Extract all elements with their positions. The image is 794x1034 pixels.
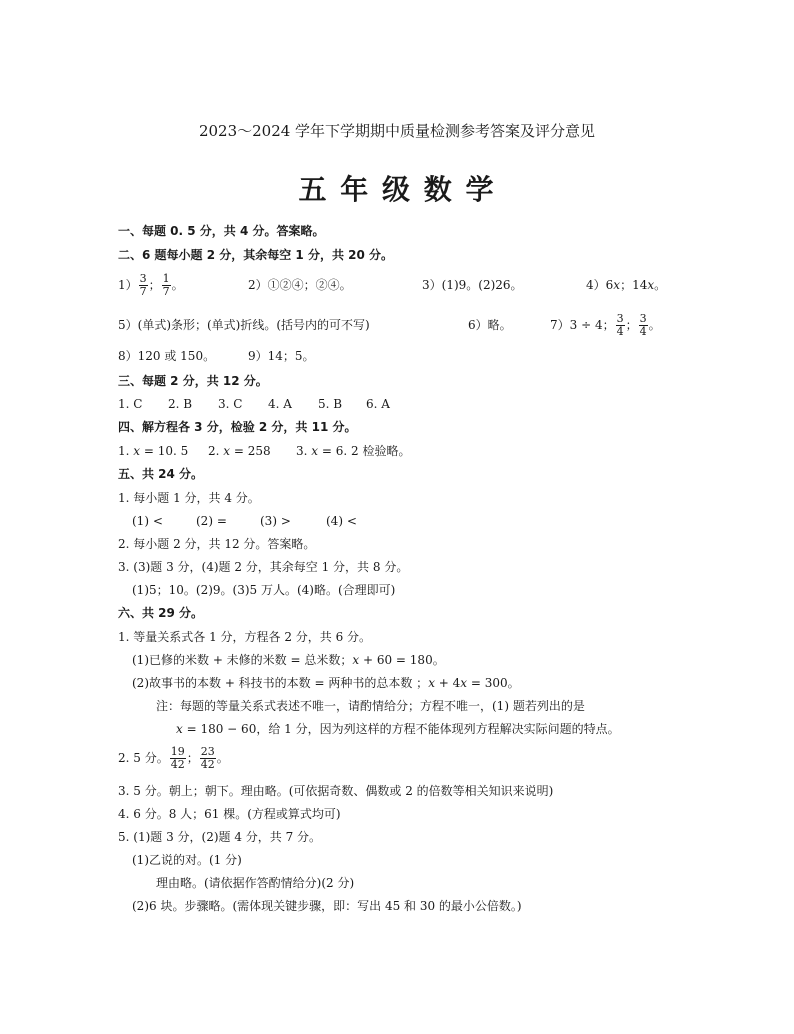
section-6-heading: 六、共 29 分。 — [118, 606, 204, 620]
section-2-heading: 二、6 题每小题 2 分，其余每空 1 分，共 20 分。 — [118, 248, 393, 262]
text: (1)已修的米数 + 未修的米数 = 总米数； — [132, 653, 353, 667]
value: = 10. 5 — [140, 444, 189, 458]
variable: x — [647, 278, 655, 292]
s5-q1-answer: (2) = — [196, 514, 227, 528]
denominator: 7 — [162, 285, 170, 298]
variable: x — [460, 676, 468, 690]
s2-answer-9: 9）14；5。 — [248, 349, 315, 363]
s2-answer-6: 6）略。 — [468, 318, 512, 332]
text: 2. 5 分。 — [118, 751, 169, 765]
variable: x — [176, 722, 183, 736]
s6-q5-part-2: (2)6 块。步骤略。(需体现关键步骤，即：写出 45 和 30 的最小公倍数。) — [132, 899, 522, 913]
s3-answer: 2. B — [168, 397, 193, 411]
separator: ； — [148, 278, 161, 292]
s6-q3: 3. 5 分。朝上；朝下。理由略。(可依据奇数、偶数或 2 的倍数等相关知识来说明) — [118, 784, 554, 798]
s5-q2: 2. 每小题 2 分，共 12 分。答案略。 — [118, 537, 316, 551]
s5-q3: 3. (3)题 3 分，(4)题 2 分，其余每空 1 分，共 8 分。 — [118, 560, 409, 574]
s6-q5: 5. (1)题 3 分，(2)题 4 分，共 7 分。 — [118, 830, 322, 844]
denominator: 42 — [200, 758, 215, 771]
s5-q1-answer: (4) < — [326, 514, 357, 528]
s5-q1-answer: (1) < — [132, 514, 163, 528]
end-mark: 。 — [171, 278, 184, 292]
number: 3. — [296, 444, 308, 458]
label: 1） — [118, 278, 138, 292]
s6-q1-part-2 — [132, 675, 520, 691]
s6-note-line-2 — [176, 721, 620, 737]
s6-note-line-1: 注：每题的等量关系式表述不唯一，请酌情给分；方程不唯一，(1) 题若列出的是 — [156, 699, 585, 713]
section-1-heading: 一、每题 0. 5 分，共 4 分。答案略。 — [118, 224, 325, 238]
separator: ； — [186, 751, 199, 765]
s3-answer: 3. C — [218, 397, 243, 411]
section-3-heading: 三、每题 2 分，共 12 分。 — [118, 374, 268, 388]
s6-q5-part-1: (1)乙说的对。(1 分) — [132, 853, 242, 867]
variable: x — [223, 444, 231, 458]
denominator: 4 — [639, 325, 647, 338]
text: 7）3 ÷ 4； — [550, 318, 615, 332]
s2-answer-1 — [118, 270, 184, 300]
variable: x — [613, 278, 621, 292]
document-title: 2023～2024 学年下学期期中质量检测参考答案及评分意见 — [198, 122, 596, 140]
s3-answer: 6. A — [366, 397, 390, 411]
numerator: 1 — [162, 272, 170, 285]
fraction — [639, 313, 648, 338]
numerator: 3 — [616, 312, 624, 325]
s5-q1-answer: (3) > — [260, 514, 291, 528]
fraction — [162, 273, 171, 298]
s2-answer-4 — [586, 277, 666, 293]
s3-answer: 5. B — [318, 397, 343, 411]
value: = 6. 2 检验略。 — [318, 444, 411, 458]
fraction — [616, 313, 625, 338]
s6-q4: 4. 6 分。8 人；61 棵。(方程或算式均可) — [118, 807, 341, 821]
s6-q1-part-1 — [132, 652, 445, 668]
fraction — [200, 746, 216, 771]
section-5-heading: 五、共 24 分。 — [118, 467, 204, 481]
s6-q1: 1. 等量关系式各 1 分，方程各 2 分，共 6 分。 — [118, 630, 372, 644]
s2-answer-8: 8）120 或 150。 — [118, 349, 216, 363]
fraction — [170, 746, 186, 771]
text: ；14 — [620, 278, 648, 292]
numerator: 3 — [139, 272, 147, 285]
variable: x — [352, 653, 360, 667]
s3-answer: 4. A — [268, 397, 292, 411]
document-subtitle: 五 年 级 数 学 — [298, 173, 496, 206]
variable: x — [133, 444, 141, 458]
numerator: 3 — [639, 312, 647, 325]
s3-answer: 1. C — [118, 397, 143, 411]
s2-answer-3: 3）(1)9。(2)26。 — [422, 278, 523, 292]
numerator: 19 — [170, 745, 185, 758]
text: = 180 − 60，给 1 分，因为列这样的方程不能体现列方程解决实际问题的特点。 — [182, 722, 620, 736]
value: = 258 — [230, 444, 271, 458]
section-4-heading: 四、解方程各 3 分，检验 2 分，共 11 分。 — [118, 420, 357, 434]
text: + 60 = 180。 — [359, 653, 445, 667]
number: 1. — [118, 444, 130, 458]
s4-equation-2 — [208, 443, 271, 459]
variable: x — [428, 676, 435, 690]
numerator: 23 — [200, 745, 215, 758]
text: 4）6 — [586, 278, 614, 292]
denominator: 7 — [139, 285, 147, 298]
text: 。 — [654, 278, 667, 292]
s4-equation-1 — [118, 443, 188, 459]
end-mark: 。 — [216, 751, 229, 765]
denominator: 42 — [170, 758, 185, 771]
text: = 300。 — [467, 676, 520, 690]
s2-answer-2: 2）①②④；②④。 — [248, 278, 352, 292]
number: 2. — [208, 444, 220, 458]
separator: ； — [625, 318, 638, 332]
variable: x — [311, 444, 319, 458]
s5-q1: 1. 每小题 1 分，共 4 分。 — [118, 491, 260, 505]
end-mark: 。 — [648, 318, 661, 332]
s6-q2 — [118, 743, 229, 773]
text: (2)故事书的本数 + 科技书的本数 = 两种书的总本数 ； — [132, 676, 429, 690]
s2-answer-7 — [550, 310, 661, 340]
s5-q3-answer: (1)5；10。(2)9。(3)5 万人。(4)略。(合理即可) — [132, 583, 396, 597]
s2-answer-5: 5）(单式)条形；(单式)折线。(括号内的可不写) — [118, 318, 370, 332]
s6-q5-part-1-reason: 理由略。(请依据作答酌情给分)(2 分) — [156, 876, 355, 890]
fraction — [139, 273, 148, 298]
text: + 4 — [434, 676, 461, 690]
s4-equation-3 — [296, 443, 410, 459]
denominator: 4 — [616, 325, 624, 338]
